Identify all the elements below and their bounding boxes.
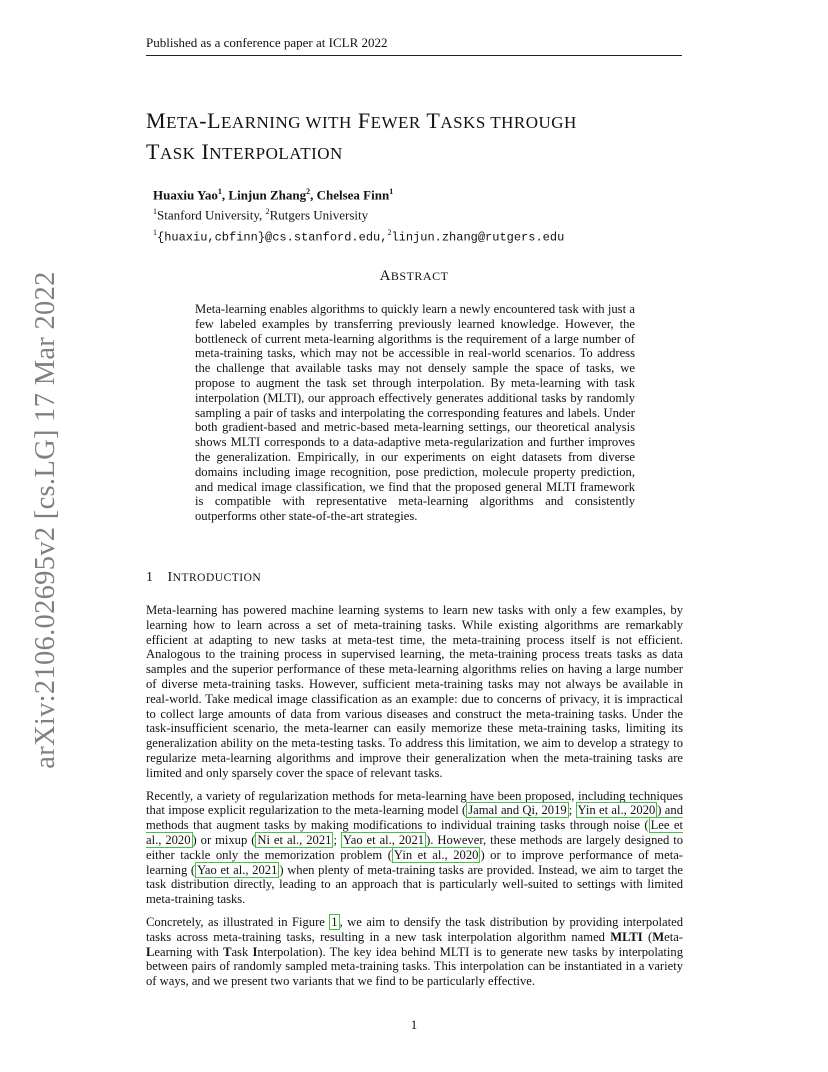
arxiv-stamp: arXiv:2106.02695v2 [cs.LG] 17 Mar 2022: [30, 271, 61, 769]
citation-link[interactable]: Lee et al., 2020: [146, 818, 684, 847]
citation-link[interactable]: Yin et al., 2020: [393, 847, 479, 862]
citation-link[interactable]: Yao et al., 2021: [197, 862, 278, 877]
paragraph-2: Recently, a variety of regularization methods for meta-learning have been proposed, including techniques that impose explicit regularization to the meta-learning model ( Jamal and Qi, 2019 ; Yin et al., 2020 ) and methods that augment tasks by making modifications to individual training tasks through noise ( Lee et al., 2020 ) or mixup ( Ni et al., 2021 ; Yao et al., 2021 ). However, these methods are largely designed to either tackle only the memorization problem ( Yin et al., 2020 ) or to improve performance of meta-learning ( Yao et al., 2021 ) when plenty of meta-training tasks are provided. Instead, we aim to target the task distribution directly, leading to an approach that is particularly well-suited to settings with limited meta-training tasks.: [146, 788, 684, 907]
author-block: [153, 183, 564, 246]
paper-title: META-LEARNING WITH FEWER TASKS THROUGH TASK INTERPOLATION: [146, 108, 577, 164]
affiliations: $^1$Stanford University, $^2$Rutgers University: [153, 207, 369, 223]
abstract-text: Meta-learning enables algorithms to quickly learn a newly encountered task with just a few labeled examples by transferring previously learned knowledge. However, the bottleneck of current meta-learning algorithms is the requirement of a large number of meta-training tasks, which may not be accessible in real-world scenarios. To address the challenge that available tasks may not densely sample the space of tasks, we propose to augment the task set through interpolation. By meta-learning with task interpolation (MLTI), our approach effectively generates additional tasks by randomly sampling a pair of tasks and interpolating the corresponding features and labels. Under both gradient-based and metric-based meta-learning settings, our theoretical analysis shows MLTI corresponds to a data-adaptive meta-regularization and further improves the generalization. Empirically, in our experiments on eight datasets from diverse domains including image recognition, pose prediction, molecule property prediction, and medical image classification, we find that the proposed general MLTI framework is compatible with representative meta-learning algorithms and consistently outperforms other state-of-the-art strategies.: [195, 302, 635, 524]
paragraph-3: Concretely, as illustrated in Figure 1 , we aim to densify the task distribution by providing interpolated tasks across meta-training tasks, resulting in a new task interpolation algorithm named MLTI (Meta-Learning with Task Interpolation). The key idea behind MLTI is to generate new tasks by interpolating between pairs of randomly sampled meta-training tasks. This interpolation can be instantiated in a variety of ways, and we present two variants that we find to be particularly effective.: [146, 914, 683, 989]
running-header: Published as a conference paper at ICLR 2022: [146, 35, 682, 56]
author-emails: $^1${huaxiu,cbfinn}@cs.stanford.edu,$^2$linjun.zhang@rutgers.edu: [153, 227, 565, 244]
introduction-body: [146, 603, 683, 997]
citation-link[interactable]: Jamal and Qi, 2019: [468, 803, 567, 818]
paragraph-1: Meta-learning has powered machine learning systems to learn new tasks with only a few examples, by learning how to learn across a set of meta-training tasks. While existing algorithms are remarkably efficient at adapting to new tasks at meta-test time, the meta-training process itself is not efficient. Analogous to the training process in supervised learning, the meta-training process treats tasks as data samples and the superior performance of these meta-learning algorithms relies on having a large number of diverse meta-training tasks. However, sufficient meta-training tasks may not always be available in real-world. Take medical image classification as an example: due to concerns of privacy, it is impractical to collect large amounts of data from various diseases and construct the meta-training tasks. Under the task-insufficient scenario, the meta-learner can easily memorize these meta-training tasks, limiting its generalization ability on the meta-testing tasks. To address this limitation, we aim to develop a strategy to regularize meta-learning algorithms and improve their generalization when the meta-training tasks are limited and only sparsely cover the space of relevant tasks.: [146, 603, 683, 780]
section-heading-introduction: 1 INTRODUCTION: [146, 570, 262, 585]
abstract-heading: ABSTRACT: [379, 268, 449, 284]
figure-reference-link[interactable]: 1: [331, 914, 338, 929]
citation-link[interactable]: Yao et al., 2021: [342, 832, 425, 847]
citation-link[interactable]: Yin et al., 2020: [577, 803, 656, 818]
page-number: 1: [410, 1017, 418, 1032]
author-names: Huaxiu Yao$^1$, Linjun Zhang$^2$, Chelsea Finn$^1$: [153, 187, 394, 203]
citation-link[interactable]: Ni et al., 2021: [257, 832, 332, 847]
